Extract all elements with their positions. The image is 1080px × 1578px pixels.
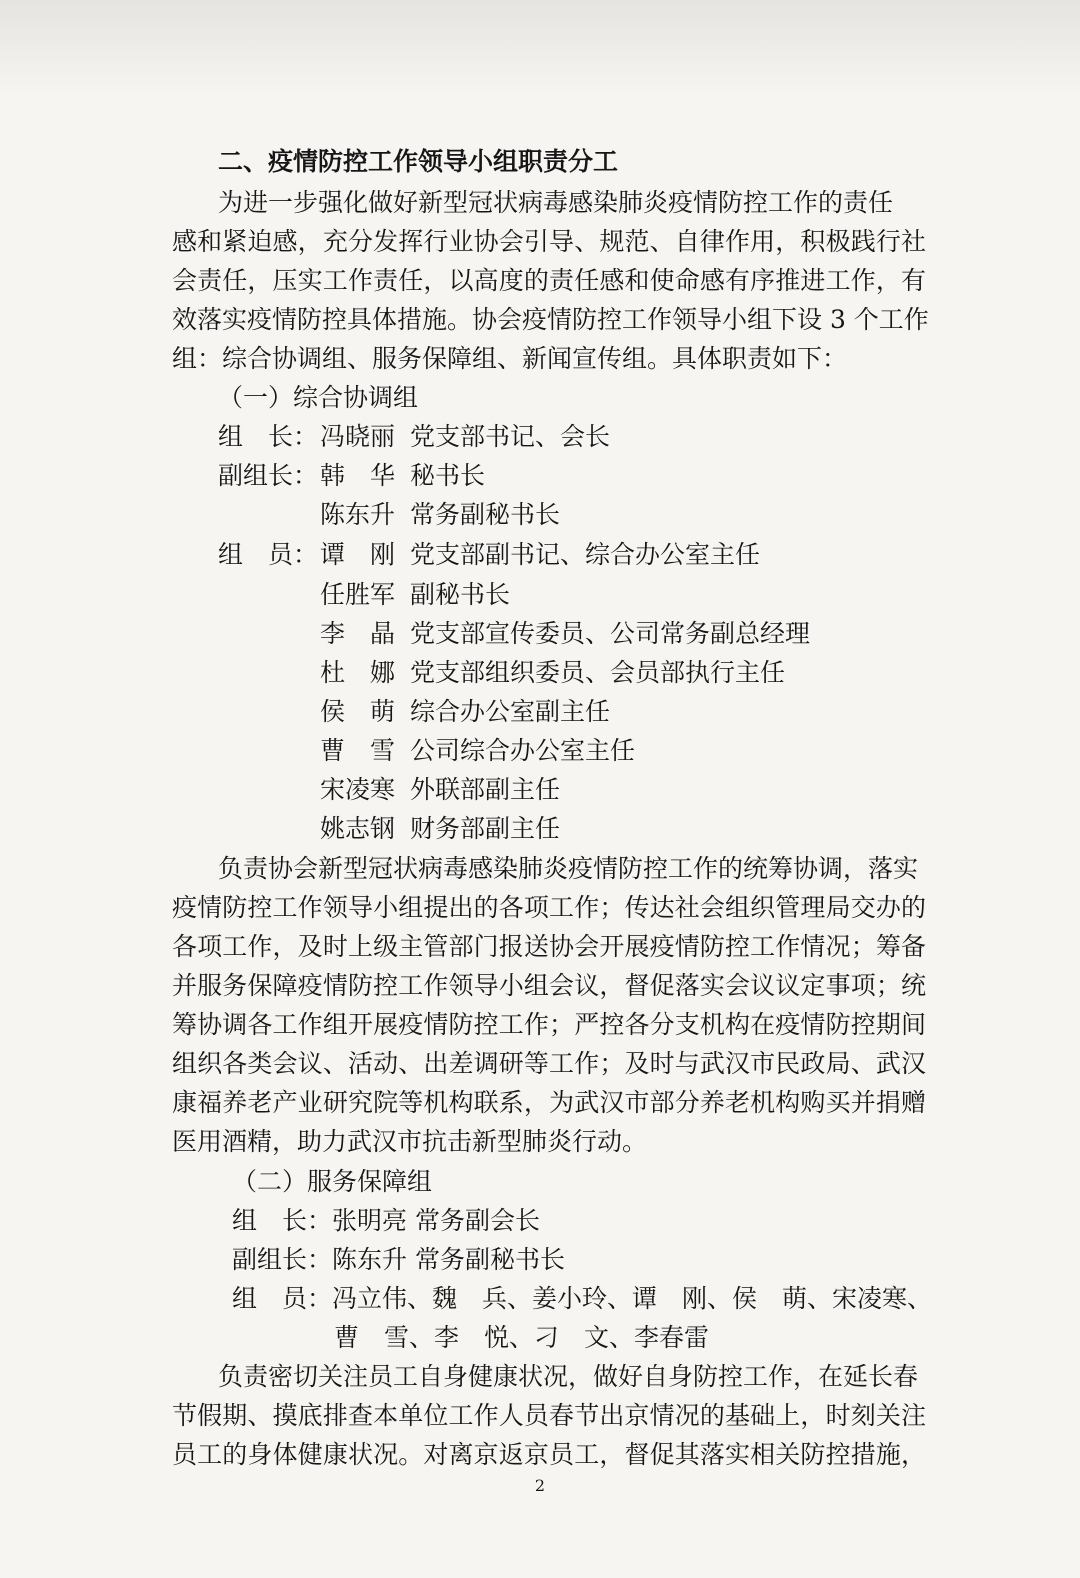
group2-members-line-2: 曹 雪、李 悦、刁 文、李春雷	[334, 1323, 710, 1352]
group1-deputy-name: 韩 华	[320, 461, 396, 490]
group1-duty-line-3: 各项工作，及时上级主管部门报送协会开展疫情防控工作情况；筹备	[172, 932, 926, 961]
group2-title: （二）服务保障组	[232, 1167, 433, 1196]
group1-member-role: 综合办公室副主任	[410, 697, 611, 726]
group1-member-role: 外联部副主任	[410, 775, 561, 804]
group1-leader-label: 组 长：	[218, 422, 319, 451]
group1-member-name: 杜 娜	[320, 658, 396, 687]
group2-members-line-1: 组 员：冯立伟、魏 兵、姜小玲、谭 刚、侯 萌、宋凌寒、	[232, 1284, 933, 1313]
group1-duty-line-2: 疫情防控工作领导小组提出的各项工作；传达社会组织管理局交办的	[172, 893, 926, 922]
intro-line-4: 效落实疫情防控具体措施。协会疫情防控工作领导小组下设 3 个工作	[172, 305, 929, 334]
intro-line-3: 会责任，压实工作责任，以高度的责任感和使命感有序推进工作，有	[172, 266, 926, 295]
group1-member-role: 公司综合办公室主任	[410, 736, 636, 765]
group1-member-name: 姚志钢	[320, 814, 396, 843]
group1-member-name: 谭 刚	[320, 540, 396, 569]
group1-member-name: 任胜军	[320, 580, 396, 609]
group1-duty-line-7: 康福养老产业研究院等机构联系，为武汉市部分养老机构购买并捐赠	[172, 1088, 926, 1117]
group1-leader-role: 党支部书记、会长	[410, 422, 611, 451]
group1-members-label: 组 员：	[218, 540, 319, 569]
group1-member-role: 党支部副书记、综合办公室主任	[410, 540, 761, 569]
group1-member-name: 曹 雪	[320, 736, 396, 765]
group2-deputy-line: 副组长：陈东升 常务副秘书长	[232, 1245, 565, 1274]
group1-member-name: 宋凌寒	[320, 775, 396, 804]
group1-deputy-role: 秘书长	[410, 461, 486, 490]
group1-duty-line-6: 组织各类会议、活动、出差调研等工作；及时与武汉市民政局、武汉	[172, 1049, 926, 1078]
group2-duty-line-3: 员工的身体健康状况。对离京返京员工，督促其落实相关防控措施，	[172, 1440, 926, 1469]
group1-member-role: 党支部宣传委员、公司常务副总经理	[410, 619, 811, 648]
group1-deputy-role: 常务副秘书长	[410, 500, 561, 529]
group1-deputy-name: 陈东升	[320, 500, 396, 529]
group1-duty-line-5: 筹协调各工作组开展疫情防控工作；严控各分支机构在疫情防控期间	[172, 1010, 926, 1039]
group1-title: （一）综合协调组	[218, 383, 419, 412]
intro-line-1: 为进一步强化做好新型冠状病毒感染肺炎疫情防控工作的责任	[218, 188, 894, 217]
scan-smudge	[0, 0, 1080, 95]
group1-duty-line-1: 负责协会新型冠状病毒感染肺炎疫情防控工作的统筹协调，落实	[218, 854, 919, 883]
intro-line-5: 组：综合协调组、服务保障组、新闻宣传组。具体职责如下：	[172, 344, 848, 373]
group1-member-role: 财务部副主任	[410, 814, 561, 843]
group1-duty-line-4: 并服务保障疫情防控工作领导小组会议，督促落实会议议定事项；统	[172, 971, 926, 1000]
group2-duty-line-1: 负责密切关注员工自身健康状况，做好自身防控工作，在延长春	[218, 1362, 919, 1391]
group2-leader-line: 组 长：张明亮 常务副会长	[232, 1206, 540, 1235]
group1-member-name: 侯 萌	[320, 697, 396, 726]
group1-leader-name: 冯晓丽	[320, 422, 396, 451]
group1-duty-line-8: 医用酒精，助力武汉市抗击新型肺炎行动。	[172, 1127, 648, 1156]
group1-deputy-label: 副组长：	[218, 461, 319, 490]
group1-member-role: 副秘书长	[410, 580, 511, 609]
section-heading: 二、疫情防控工作领导小组职责分工	[218, 147, 619, 176]
group1-member-name: 李 晶	[320, 619, 396, 648]
group2-duty-line-2: 节假期、摸底排查本单位工作人员春节出京情况的基础上，时刻关注	[172, 1401, 926, 1430]
page-number: 2	[534, 1476, 546, 1495]
intro-line-2: 感和紧迫感，充分发挥行业协会引导、规范、自律作用，积极践行社	[172, 227, 926, 256]
group1-member-role: 党支部组织委员、会员部执行主任	[410, 658, 786, 687]
